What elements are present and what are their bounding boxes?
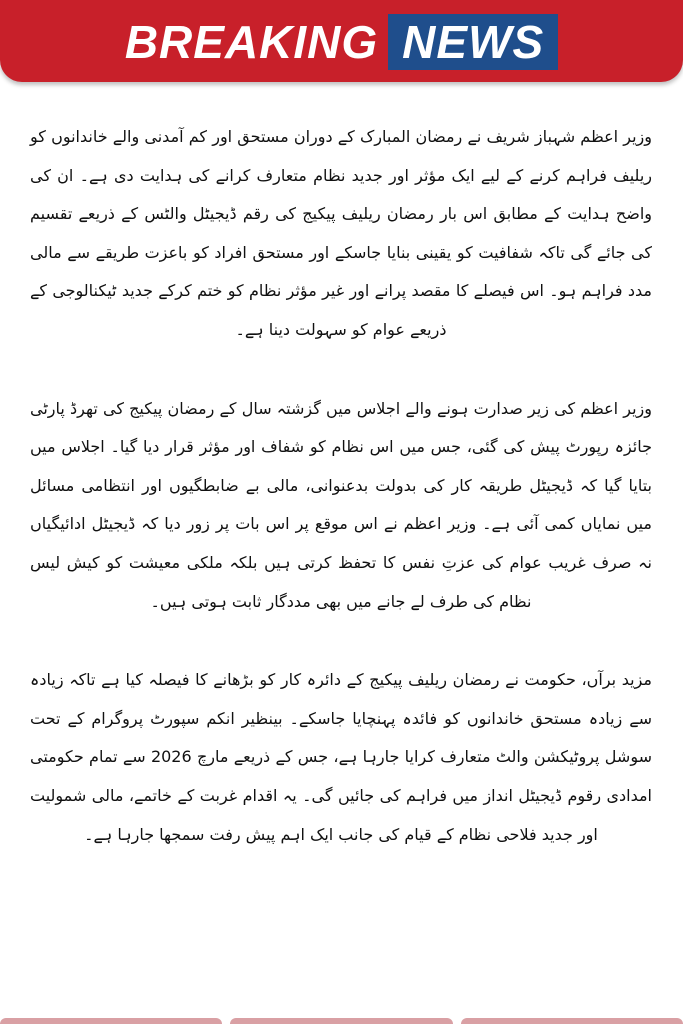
bottom-tab-middle — [230, 1018, 452, 1024]
bottom-tab-left — [0, 1018, 222, 1024]
article-paragraph-1: وزیر اعظم شہباز شریف نے رمضان المبارک کے دوران مستحق اور کم آمدنی والے خاندانوں کو ریلیف فراہم کرنے کے لیے ایک مؤثر اور جدید نظام متعارف کرانے کی ہدایت دی ہے۔ ان کی واضح ہدایت کے مطابق اس بار رمضان ریلیف پیکیج کی رقم ڈیجیٹل والٹس کے ذریعے تقسیم کی جائے گی تاکہ شفافیت کو یقینی بنایا جاسکے اور مستحق افراد کو باعزت طریقے سے مالی مدد فراہم ہو۔ اس فیصلے کا مقصد پرانے اور غیر مؤثر نظام کو ختم کرکے جدید ٹیکنالوجی کے ذریعے عوام کو سہولت دینا ہے۔ — [30, 127, 652, 339]
article-body — [30, 118, 652, 894]
article-paragraph-3: مزید برآں، حکومت نے رمضان ریلیف پیکیج کے دائرہ کار کو بڑھانے کا فیصلہ کیا ہے تاکہ زیادہ سے زیادہ مستحق خاندانوں کو فائدہ پہنچایا جاسکے۔ بینظیر انکم سپورٹ پروگرام کے تحت سوشل پروٹیکشن والٹ متعارف کرایا جارہا ہے، جس کے ذریعے مارچ 2026 سے تمام حکومتی امدادی رقوم ڈیجیٹل انداز میں فراہم کی جائیں گی۔ یہ اقدام غربت کے خاتمے، مالی شمولیت اور جدید فلاحی نظام کے قیام کی جانب ایک اہم پیش رفت سمجھا جارہا ہے۔ — [30, 670, 652, 844]
breaking-word: BREAKING — [124, 16, 379, 68]
breaking-news-banner — [0, 0, 683, 82]
article-paragraph-2: وزیر اعظم کی زیر صدارت ہونے والے اجلاس میں گزشتہ سال کے رمضان پیکیج کی تھرڈ پارٹی جائزہ رپورٹ پیش کی گئی، جس میں اس نظام کو شفاف اور مؤثر قرار دیا گیا۔ اجلاس میں بتایا گیا کہ ڈیجیٹل طریقہ کار کی بدولت بدعنوانی، مالی بے ضابطگیوں اور انتظامی مسائل میں نمایاں کمی آئی ہے۔ وزیر اعظم نے اس موقع پر اس بات پر زور دیا کہ ڈیجیٹل ادائیگیاں نہ صرف غریب عوام کی عزتِ نفس کا تحفظ کرتی ہیں بلکہ ملکی معیشت کو کیش لیس نظام کی طرف لے جانے میں بھی مددگار ثابت ہوتی ہیں۔ — [30, 398, 652, 611]
banner-title — [0, 14, 683, 70]
news-word-box: NEWS — [388, 14, 558, 70]
bottom-decorative-strip — [0, 1018, 683, 1024]
bottom-tab-right — [461, 1018, 683, 1024]
